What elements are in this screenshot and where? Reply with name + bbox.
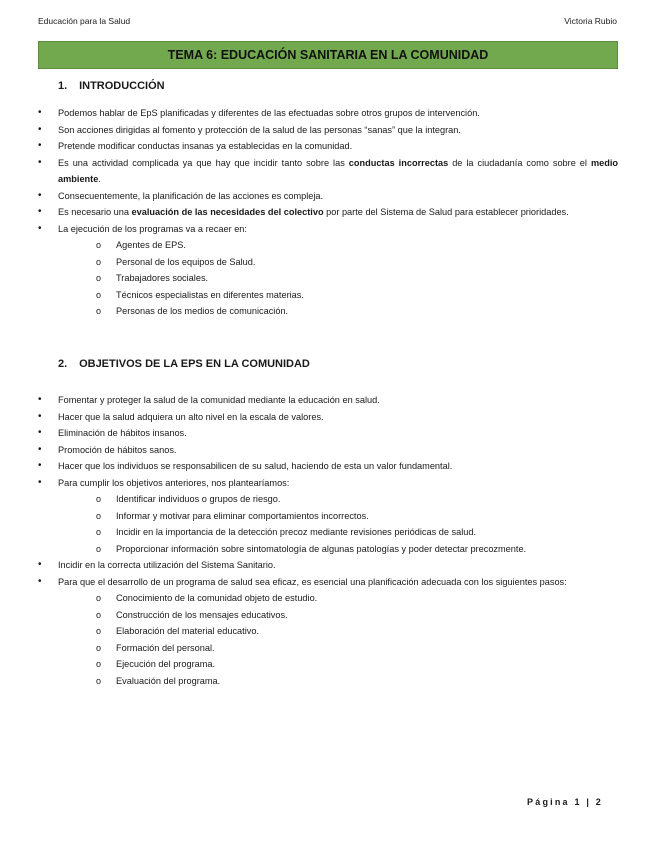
sub-list-item: o Personas de los medios de comunicación. [58, 303, 618, 320]
text-run: La ejecución de los programas va a recaer en: [58, 223, 247, 234]
list-item-text [58, 560, 276, 570]
list-item [38, 574, 618, 690]
section-2-list [38, 392, 618, 689]
sub-list-item: o Informar y motivar para eliminar comportamientos incorrectos. [58, 508, 618, 525]
text-run: Para cumplir los objetivos anteriores, nos plantearíamos: [58, 477, 290, 488]
text-run: Para que el desarrollo de un programa de salud sea eficaz, es esencial una planificación adecuada con los siguientes pasos: [58, 576, 567, 587]
list-item [38, 155, 618, 188]
sub-list-item: o Incidir en la importancia de la detección precoz mediante revisiones periódicas de salud. [58, 524, 618, 541]
page-number: Página 1 | 2 [527, 797, 603, 807]
list-item-text [58, 158, 618, 185]
list-item-text [58, 224, 247, 234]
text-run: Eliminación de hábitos insanos. [58, 428, 187, 438]
list-item [38, 221, 618, 320]
text-run: Es necesario una [58, 207, 132, 217]
text-run: de la ciudadanía como sobre el [448, 157, 591, 168]
section-1-title: INTRODUCCIÓN [79, 80, 165, 92]
header-course: Educación para la Salud [38, 16, 131, 26]
list-item-text [58, 108, 480, 118]
list-item [38, 122, 618, 139]
list-item-text [58, 461, 452, 471]
sub-list-item: o Elaboración del material educativo. [58, 623, 618, 640]
list-item [38, 188, 618, 205]
text-run: Fomentar y proteger la salud de la comunidad mediante la educación en salud. [58, 395, 380, 405]
text-run: Son acciones dirigidas al fomento y protección de la salud de las personas “sanas” que la integran. [58, 124, 461, 135]
sub-list [58, 491, 618, 557]
sub-list-item: o Evaluación del programa. [58, 673, 618, 690]
list-item [38, 138, 618, 155]
section-1-list [38, 105, 618, 320]
list-item-text [58, 207, 569, 217]
header-author: Victoria Rubio [564, 16, 617, 26]
list-item [38, 557, 618, 574]
text-run: por parte del Sistema de Salud para establecer prioridades. [323, 207, 569, 217]
sub-list-item: o Formación del personal. [58, 640, 618, 657]
section-1-heading [58, 80, 165, 92]
text-run: Es una actividad complicada ya que hay que incidir tanto sobre las [58, 157, 349, 168]
sub-list-item: o Identificar individuos o grupos de riesgo. [58, 491, 618, 508]
list-item-text [58, 125, 461, 135]
text-run: Incidir en la correcta utilización del Sistema Sanitario. [58, 560, 276, 570]
sub-list [58, 590, 618, 689]
section-2-number: 2. [58, 358, 68, 370]
list-item-text [58, 412, 324, 422]
section-2-title: OBJETIVOS DE LA EPS EN LA COMUNIDAD [79, 358, 310, 370]
sub-list-item: o Ejecución del programa. [58, 656, 618, 673]
text-run: Promoción de hábitos sanos. [58, 444, 177, 455]
emphasis-text: medio ambiente [58, 157, 618, 184]
list-item [38, 475, 618, 558]
text-run: . [98, 174, 101, 184]
list-item-text [58, 191, 323, 201]
emphasis-text: evaluación de las necesidades del colectivo [131, 207, 324, 217]
list-item-text [58, 577, 567, 587]
section-2-heading [58, 358, 310, 370]
list-item [38, 204, 618, 221]
list-item [38, 425, 618, 442]
list-item [38, 442, 618, 459]
text-run: Podemos hablar de EpS planificadas y diferentes de las efectuadas sobre otros grupos de intervención. [58, 108, 480, 118]
text-run: Hacer que los individuos se responsabilicen de su salud, haciendo de esta un valor fundamental. [58, 461, 453, 471]
list-item [38, 392, 618, 409]
text-run: Pretende modificar conductas insanas ya establecidas en la comunidad. [58, 141, 353, 151]
chapter-title: TEMA 6: EDUCACIÓN SANITARIA EN LA COMUNIDAD [38, 41, 618, 69]
sub-list-item: o Proporcionar información sobre sintomatología de algunas patologías y poder detectar precozmente. [58, 541, 618, 558]
text-run: Consecuentemente, la planificación de las acciones es compleja. [58, 190, 324, 201]
sub-list-item: o Construcción de los mensajes educativos. [58, 607, 618, 624]
list-item-text [58, 428, 187, 438]
sub-list [58, 237, 618, 320]
list-item [38, 409, 618, 426]
list-item-text [58, 445, 177, 455]
sub-list-item: o Personal de los equipos de Salud. [58, 254, 618, 271]
emphasis-text: conductas incorrectas [348, 157, 449, 168]
list-item-text [58, 478, 289, 488]
list-item-text [58, 141, 352, 151]
sub-list-item: o Trabajadores sociales. [58, 270, 618, 287]
list-item [38, 458, 618, 475]
section-1-number: 1. [58, 80, 68, 92]
sub-list-item: o Conocimiento de la comunidad objeto de estudio. [58, 590, 618, 607]
list-item [38, 105, 618, 122]
sub-list-item: o Agentes de EPS. [58, 237, 618, 254]
list-item-text [58, 395, 380, 405]
text-run: Hacer que la salud adquiera un alto nivel en la escala de valores. [58, 411, 324, 422]
running-header [38, 16, 617, 28]
sub-list-item: o Técnicos especialistas en diferentes materias. [58, 287, 618, 304]
